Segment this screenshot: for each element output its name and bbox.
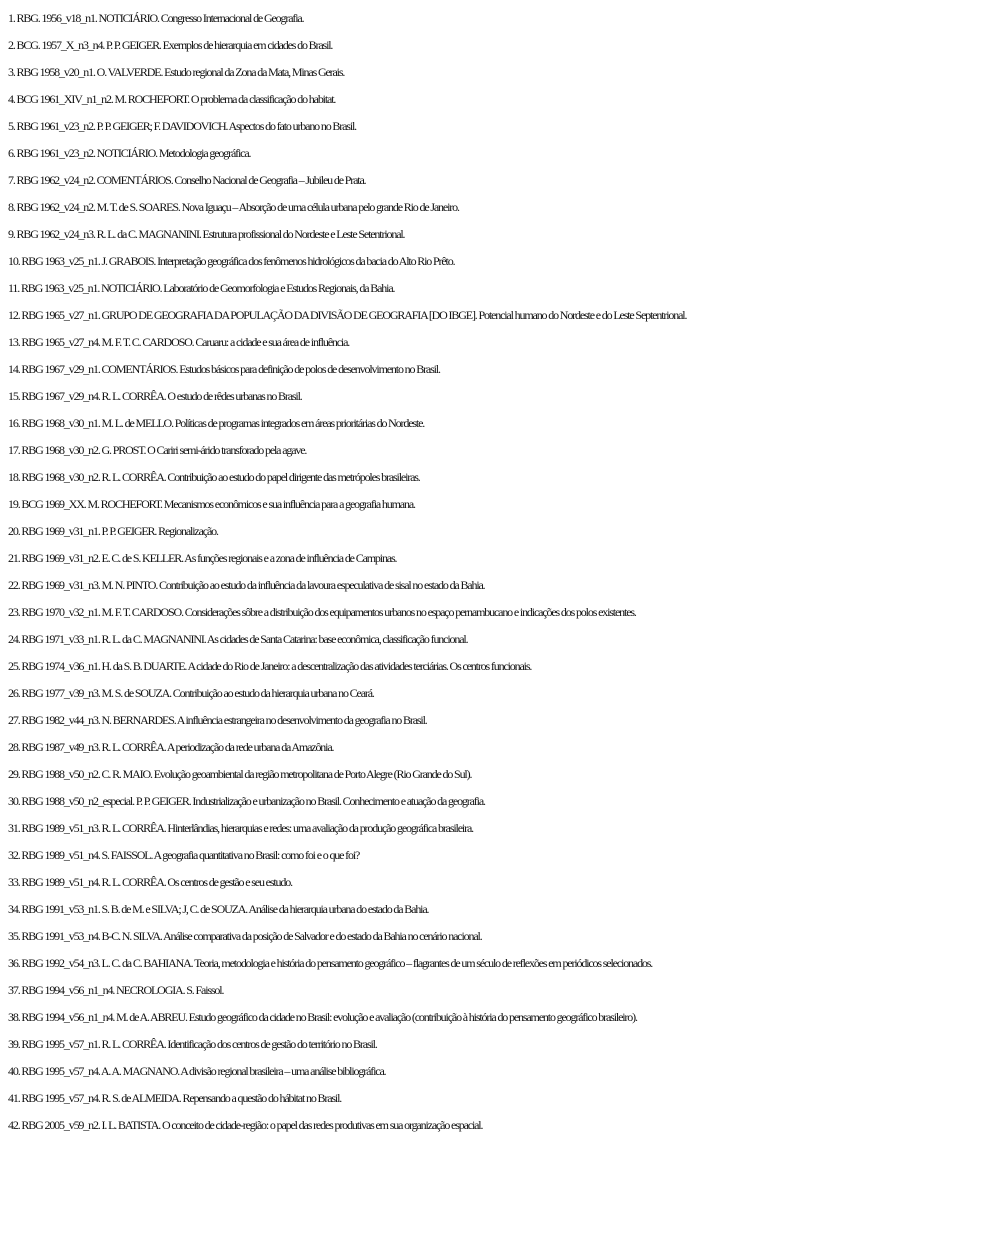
list-item: 14. RBG 1967_v29_n1. COMENTÁRIOS. Estudos básicos para definição de polos de desenvolvimento no Brasil.	[8, 362, 440, 376]
list-item: 13. RBG 1965_v27_n4. M. F. T. C. CARDOSO. Caruaru: a cidade e sua área de influência.	[8, 335, 350, 349]
list-item: 38. RBG 1994_v56_n1_n4. M. de A. ABREU. Estudo geográfico da cidade no Brasil: evolução e avaliação (contribuição à história do pensamento geográfico brasileiro).	[8, 1010, 637, 1024]
list-item: 36. RBG 1992_v54_n3. L. C. da C. BAHIANA. Teoria, metodologia e história do pensamento geográfico – flagrantes de um século de reflexões em periódicos selecionados.	[8, 956, 653, 970]
list-item: 34. RBG 1991_v53_n1. S. B. de M. e SILVA; J, C. de SOUZA. Análise da hierarquia urbana do estado da Bahia.	[8, 902, 429, 916]
list-item: 5. RBG 1961_v23_n2. P. P. GEIGER; F. DAVIDOVICH. Aspectos do fato urbano no Brasil.	[8, 119, 357, 133]
list-item: 4. BCG 1961_XIV_n1_n2. M. ROCHEFORT. O problema da classificação do habitat.	[8, 92, 336, 106]
list-item: 8. RBG 1962_v24_n2. M. T. de S. SOARES. Nova Iguaçu – Absorção de uma célula urbana pelo grande Rio de Janeiro.	[8, 200, 459, 214]
list-item: 2. BCG. 1957_X_n3_n4. P. P. GEIGER. Exemplos de hierarquia em cidades do Brasil.	[8, 38, 333, 52]
list-item: 31. RBG 1989_v51_n3. R. L. CORRÊA. Hinterlândias, hierarquias e redes: uma avaliação da produção geográfica brasileira.	[8, 821, 473, 835]
list-item: 42. RBG 2005_v59_n2. I. L. BATISTA. O conceito de cidade-região: o papel das redes produtivas em sua organização espacial.	[8, 1118, 483, 1132]
list-item: 37. RBG 1994_v56_n1_n4. NECROLOGIA. S. Faissol.	[8, 983, 224, 997]
list-item: 11. RBG 1963_v25_n1. NOTICIÁRIO. Laboratório de Geomorfologia e Estudos Regionais, da Bahia.	[8, 281, 395, 295]
list-item: 12. RBG 1965_v27_n1. GRUPO DE GEOGRAFIA DA POPULAÇÃO DA DIVISÃO DE GEOGRAFIA [DO IBGE]. Potencial humano do Nordeste e do Leste Septentrional.	[8, 308, 687, 322]
list-item: 41. RBG 1995_v57_n4. R. S. de ALMEIDA. Repensando a questão do hábitat no Brasil.	[8, 1091, 342, 1105]
list-item: 22. RBG 1969_v31_n3. M. N. PINTO. Contribuição ao estudo da influência da lavoura especulativa de sisal no estado da Bahia.	[8, 578, 485, 592]
list-item: 18. RBG 1968_v30_n2. R. L. CORRÊA. Contribuição ao estudo do papel dirigente das metrópoles brasileiras.	[8, 470, 420, 484]
list-item: 26. RBG 1977_v39_n3. M. S. de SOUZA. Contribuição ao estudo da hierarquia urbana no Ceará.	[8, 686, 374, 700]
list-item: 16. RBG 1968_v30_n1. M. L. de MELLO. Políticas de programas integrados em áreas prioritárias do Nordeste.	[8, 416, 425, 430]
list-item: 15. RBG 1967_v29_n4. R. L. CORRÊA. O estudo de rêdes urbanas no Brasil.	[8, 389, 302, 403]
list-item: 35. RBG 1991_v53_n4. B-C. N. SILVA. Análise comparativa da posição de Salvador e do estado da Bahia no cenário nacional.	[8, 929, 482, 943]
list-item: 25. RBG 1974_v36_n1. H. da S. B. DUARTE. A cidade do Rio de Janeiro: a descentralização das atividades terciárias. Os centros funcionais.	[8, 659, 532, 673]
list-item: 10. RBG 1963_v25_n1. J. GRABOIS. Interpretação geográfica dos fenômenos hidrológicos da bacia do Alto Rio Prêto.	[8, 254, 455, 268]
list-item: 19. BCG 1969_XX. M. ROCHEFORT. Mecanismos econômicos e sua influência para a geografia humana.	[8, 497, 415, 511]
list-item: 32. RBG 1989_v51_n4. S. FAISSOL. A geografia quantitativa no Brasil: como foi e o que foi?	[8, 848, 360, 862]
list-item: 30. RBG 1988_v50_n2_especial. P. P. GEIGER. Industrialização e urbanização no Brasil. Conhecimento e atuação da geografia.	[8, 794, 485, 808]
list-item: 33. RBG 1989_v51_n4. R. L. CORRÊA. Os centros de gestão e seu estudo.	[8, 875, 292, 889]
list-item: 29. RBG 1988_v50_n2. C. R. MAIO. Evolução geoambiental da região metropolitana de Porto Alegre (Rio Grande do Sul).	[8, 767, 472, 781]
list-item: 28. RBG 1987_v49_n3. R. L. CORRÊA. A periodização da rede urbana da Amazônia.	[8, 740, 334, 754]
reference-list	[8, 9, 991, 1143]
list-item: 17. RBG 1968_v30_n2. G. PROST. O Cariri semi-árido transforado pela agave.	[8, 443, 307, 457]
list-item: 7. RBG 1962_v24_n2. COMENTÁRIOS. Conselho Nacional de Geografia – Jubileu de Prata.	[8, 173, 366, 187]
list-item: 24. RBG 1971_v33_n1. R. L. da C. MAGNANINI. As cidades de Santa Catarina: base econômica, classificação funcional.	[8, 632, 468, 646]
list-item: 39. RBG 1995_v57_n1. R. L. CORRÊA. Identificação dos centros de gestão do território no Brasil.	[8, 1037, 377, 1051]
list-item: 6. RBG 1961_v23_n2. NOTICIÁRIO. Metodologia geográfica.	[8, 146, 251, 160]
list-item: 21. RBG 1969_v31_n2. E. C. de S. KELLER. As funções regionais e a zona de influência de Campinas.	[8, 551, 397, 565]
list-item: 3. RBG 1958_v20_n1. O. VALVERDE. Estudo regional da Zona da Mata, Minas Gerais.	[8, 65, 345, 79]
list-item: 20. RBG 1969_v31_n1. P. P. GEIGER. Regionalização.	[8, 524, 218, 538]
list-item: 1. RBG. 1956_v18_n1. NOTICIÁRIO. Congresso Internacional de Geografia.	[8, 11, 304, 25]
list-item: 23. RBG 1970_v32_n1. M. F. T. CARDOSO. Considerações sôbre a distribuição dos equipamentos urbanos no espaço pernambucano e indicações dos polos existentes.	[8, 605, 636, 619]
list-item: 9. RBG 1962_v24_n3. R. L. da C. MAGNANINI. Estrutura profissional do Nordeste e Leste Setentrional.	[8, 227, 405, 241]
list-item: 40. RBG 1995_v57_n4. A. A. MAGNANO. A divisão regional brasileira – uma análise bibliográfica.	[8, 1064, 386, 1078]
list-item: 27. RBG 1982_v44_n3. N. BERNARDES. A influência estrangeira no desenvolvimento da geografia no Brasil.	[8, 713, 427, 727]
